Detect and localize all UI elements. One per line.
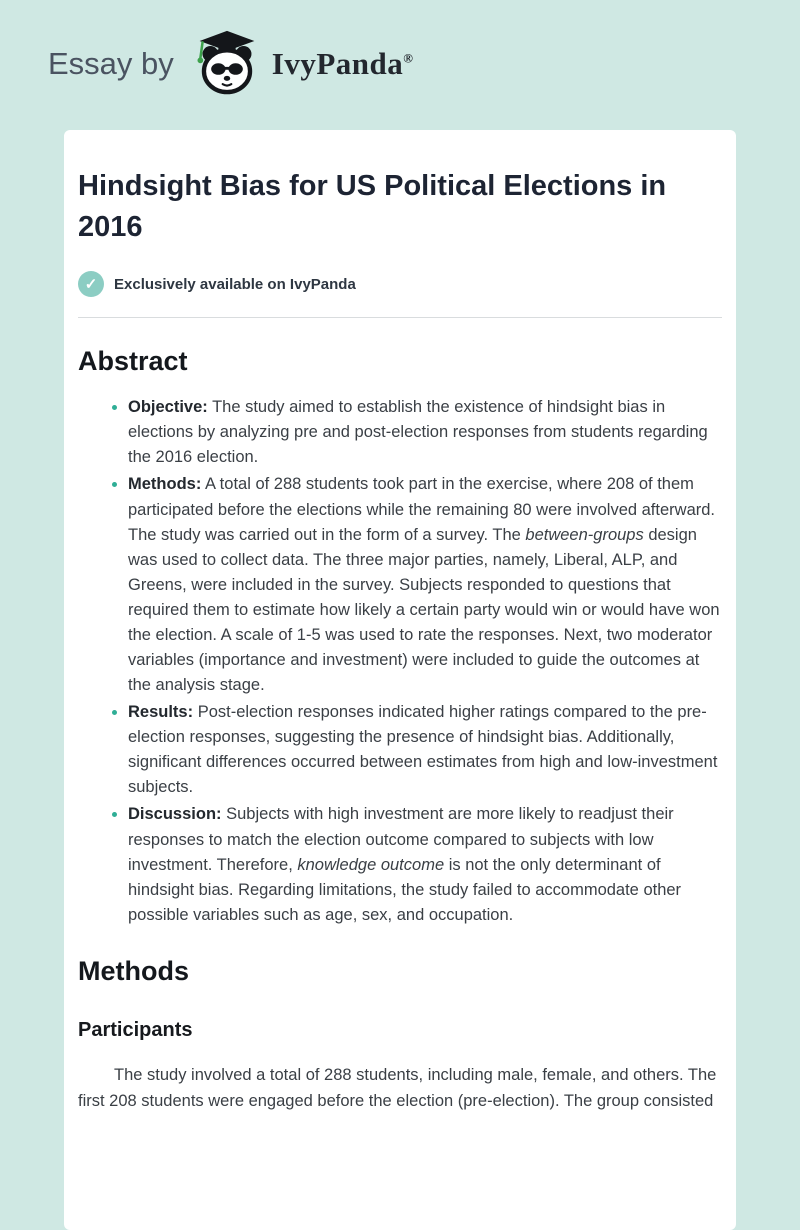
site-header xyxy=(0,0,800,128)
abstract-list xyxy=(78,395,722,928)
registered-mark: ® xyxy=(403,50,414,66)
divider xyxy=(78,317,722,318)
bullet-label: Discussion: xyxy=(128,805,222,824)
participants-paragraph: The study involved a total of 288 students, including male, female, and others. The first 208 students were engaged before the election (pre-election). The group consisted xyxy=(78,1065,717,1111)
essay-card xyxy=(64,130,736,1230)
bullet-text: Subjects with high investment are more likely to readjust their responses to match the election outcome compared to subjects with low investment. Therefore, knowledge outcome is not the only determinant of hindsight bias. Regarding limitations, the study failed to accommodate other possible variables such as age, sex, and occupation. xyxy=(128,805,682,924)
bullet-text: Post-election responses indicated higher ratings compared to the pre-election responses, suggesting the presence of hindsight bias. Additionally, significant differences occurred between estimates from high and low-investment subjects. xyxy=(128,703,718,797)
methods-heading: Methods xyxy=(78,955,189,986)
abstract-bullet xyxy=(128,700,722,800)
bullet-text: A total of 288 students took part in the exercise, where 208 of them participated before the elections while the remaining 80 were involved afterward. The study was carried out in the form of a survey. The between-groups design was used to collect data. The three major parties, namely, Liberal, ALP, and Greens, were included in the survey. Subjects responded to questions that required them to estimate how likely a certain party would win or would have won the election. A scale of 1-5 was used to rate the responses. Next, two moderator variables (importance and investment) were included to guide the outcomes at the analysis stage. xyxy=(128,475,720,695)
bullet-label: Results: xyxy=(128,703,194,722)
availability-label: Exclusively available on IvyPanda xyxy=(114,275,356,293)
abstract-bullet xyxy=(128,802,722,927)
essay-by-label: Essay by xyxy=(48,46,174,81)
panda-graduate-icon xyxy=(190,28,264,100)
abstract-bullet xyxy=(128,472,722,698)
essay-title: Hindsight Bias for US Political Elections in 2016 xyxy=(78,170,667,243)
abstract-bullet xyxy=(128,395,722,470)
bullet-text: The study aimed to establish the existence of hindsight bias in elections by analyzing pre and post-election responses from students regarding the 2016 election. xyxy=(128,398,708,467)
availability-row xyxy=(78,271,722,297)
brand-name xyxy=(272,46,414,82)
bullet-label: Methods: xyxy=(128,475,202,494)
check-circle-icon: ✓ xyxy=(78,271,104,297)
ivypanda-logo[interactable] xyxy=(190,28,414,100)
brand-text: IvyPanda xyxy=(271,46,404,81)
participants-heading: Participants xyxy=(78,1018,193,1041)
abstract-heading: Abstract xyxy=(78,346,188,377)
bullet-label: Objective: xyxy=(128,398,208,417)
